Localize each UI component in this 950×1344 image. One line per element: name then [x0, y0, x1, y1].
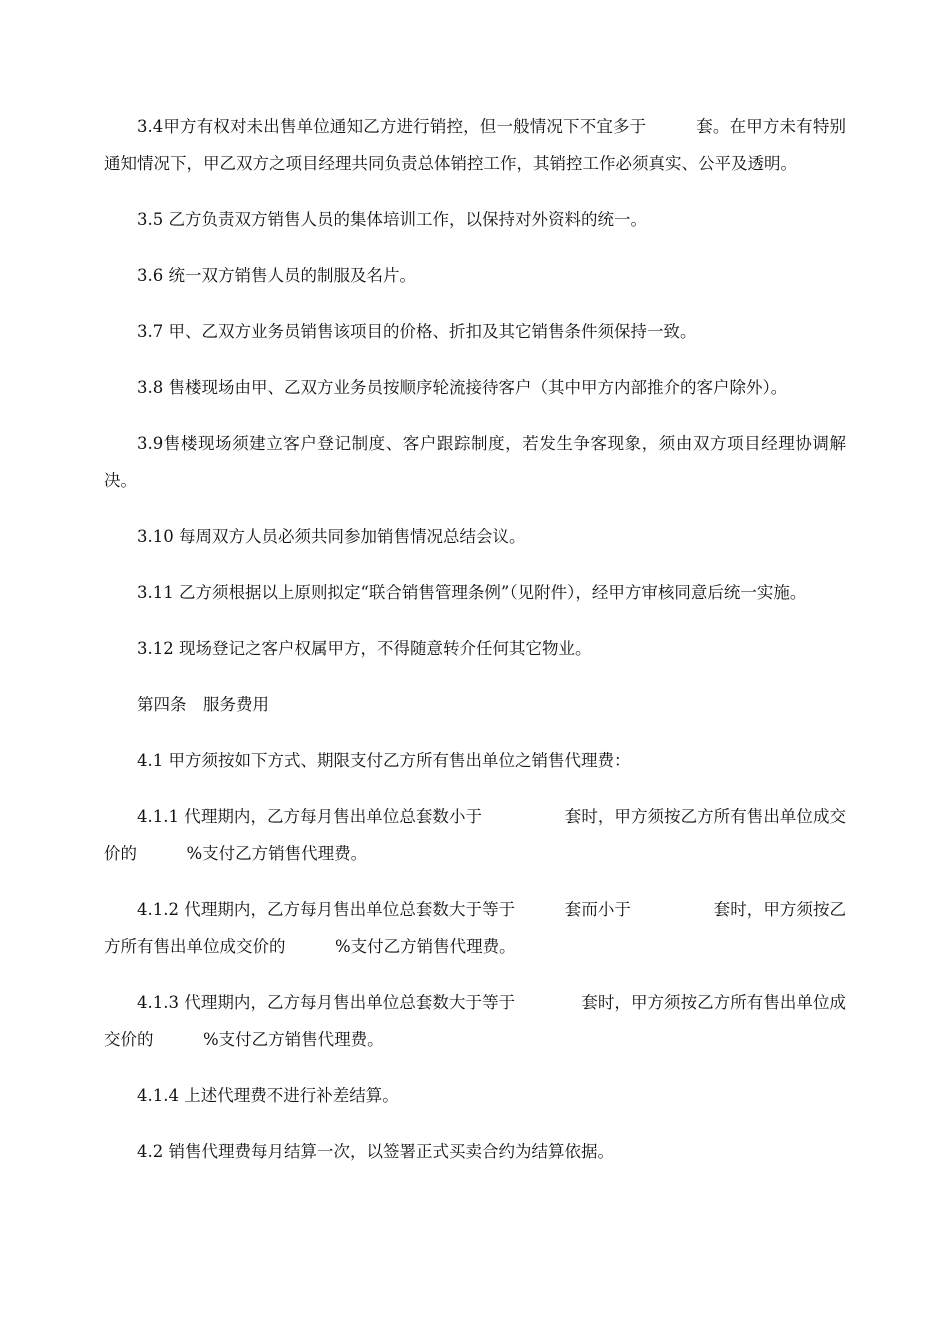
clause-3-5: 3.5 乙方负责双方销售人员的集体培训工作，以保持对外资料的统一。 [137, 210, 647, 229]
clause-3-7: 3.7 甲、乙双方业务员销售该项目的价格、折扣及其它销售条件须保持一致。 [137, 322, 697, 341]
clause-4-1-2: 4.1.2 代理期内，乙方每月售出单位总套数大于等于 套而小于 套时，甲方须按乙方所有售出单位成交价的 %支付乙方销售代理费。 [104, 900, 846, 956]
clause-3-10: 3.10 每周双方人员必须共同参加销售情况总结会议。 [137, 527, 526, 546]
clause-3-4: 3.4甲方有权对未出售单位通知乙方进行销控，但一般情况下不宜多于 套。在甲方未有特别通知情况下，甲乙双方之项目经理共同负责总体销控工作，其销控工作必须真实、公平及透明。 [104, 117, 846, 173]
clause-3-8: 3.8 售楼现场由甲、乙双方业务员按顺序轮流接待客户（其中甲方内部推介的客户除外）。 [137, 378, 788, 397]
clause-4-1: 4.1 甲方须按如下方式、期限支付乙方所有售出单位之销售代理费： [137, 751, 631, 770]
clause-4-2: 4.2 销售代理费每月结算一次，以签署正式买卖合约为结算依据。 [137, 1142, 614, 1161]
clause-4-1-1: 4.1.1 代理期内，乙方每月售出单位总套数小于 套时，甲方须按乙方所有售出单位成交价的 %支付乙方销售代理费。 [104, 807, 846, 863]
clause-3-9: 3.9售楼现场须建立客户登记制度、客户跟踪制度，若发生争客现象，须由双方项目经理协调解决。 [104, 434, 846, 490]
clause-4-1-3: 4.1.3 代理期内，乙方每月售出单位总套数大于等于 套时，甲方须按乙方所有售出单位成交价的 %支付乙方销售代理费。 [104, 993, 846, 1049]
clause-3-6: 3.6 统一双方销售人员的制服及名片。 [137, 266, 416, 285]
article-4-heading: 第四条 服务费用 [137, 695, 269, 714]
clause-4-1-4: 4.1.4 上述代理费不进行补差结算。 [137, 1086, 399, 1105]
clause-3-11: 3.11 乙方须根据以上原则拟定“联合销售管理条例”（见附件），经甲方审核同意后统一实施。 [137, 583, 807, 602]
clause-3-12: 3.12 现场登记之客户权属甲方，不得随意转介任何其它物业。 [137, 639, 592, 658]
document-page [104, 108, 846, 1189]
